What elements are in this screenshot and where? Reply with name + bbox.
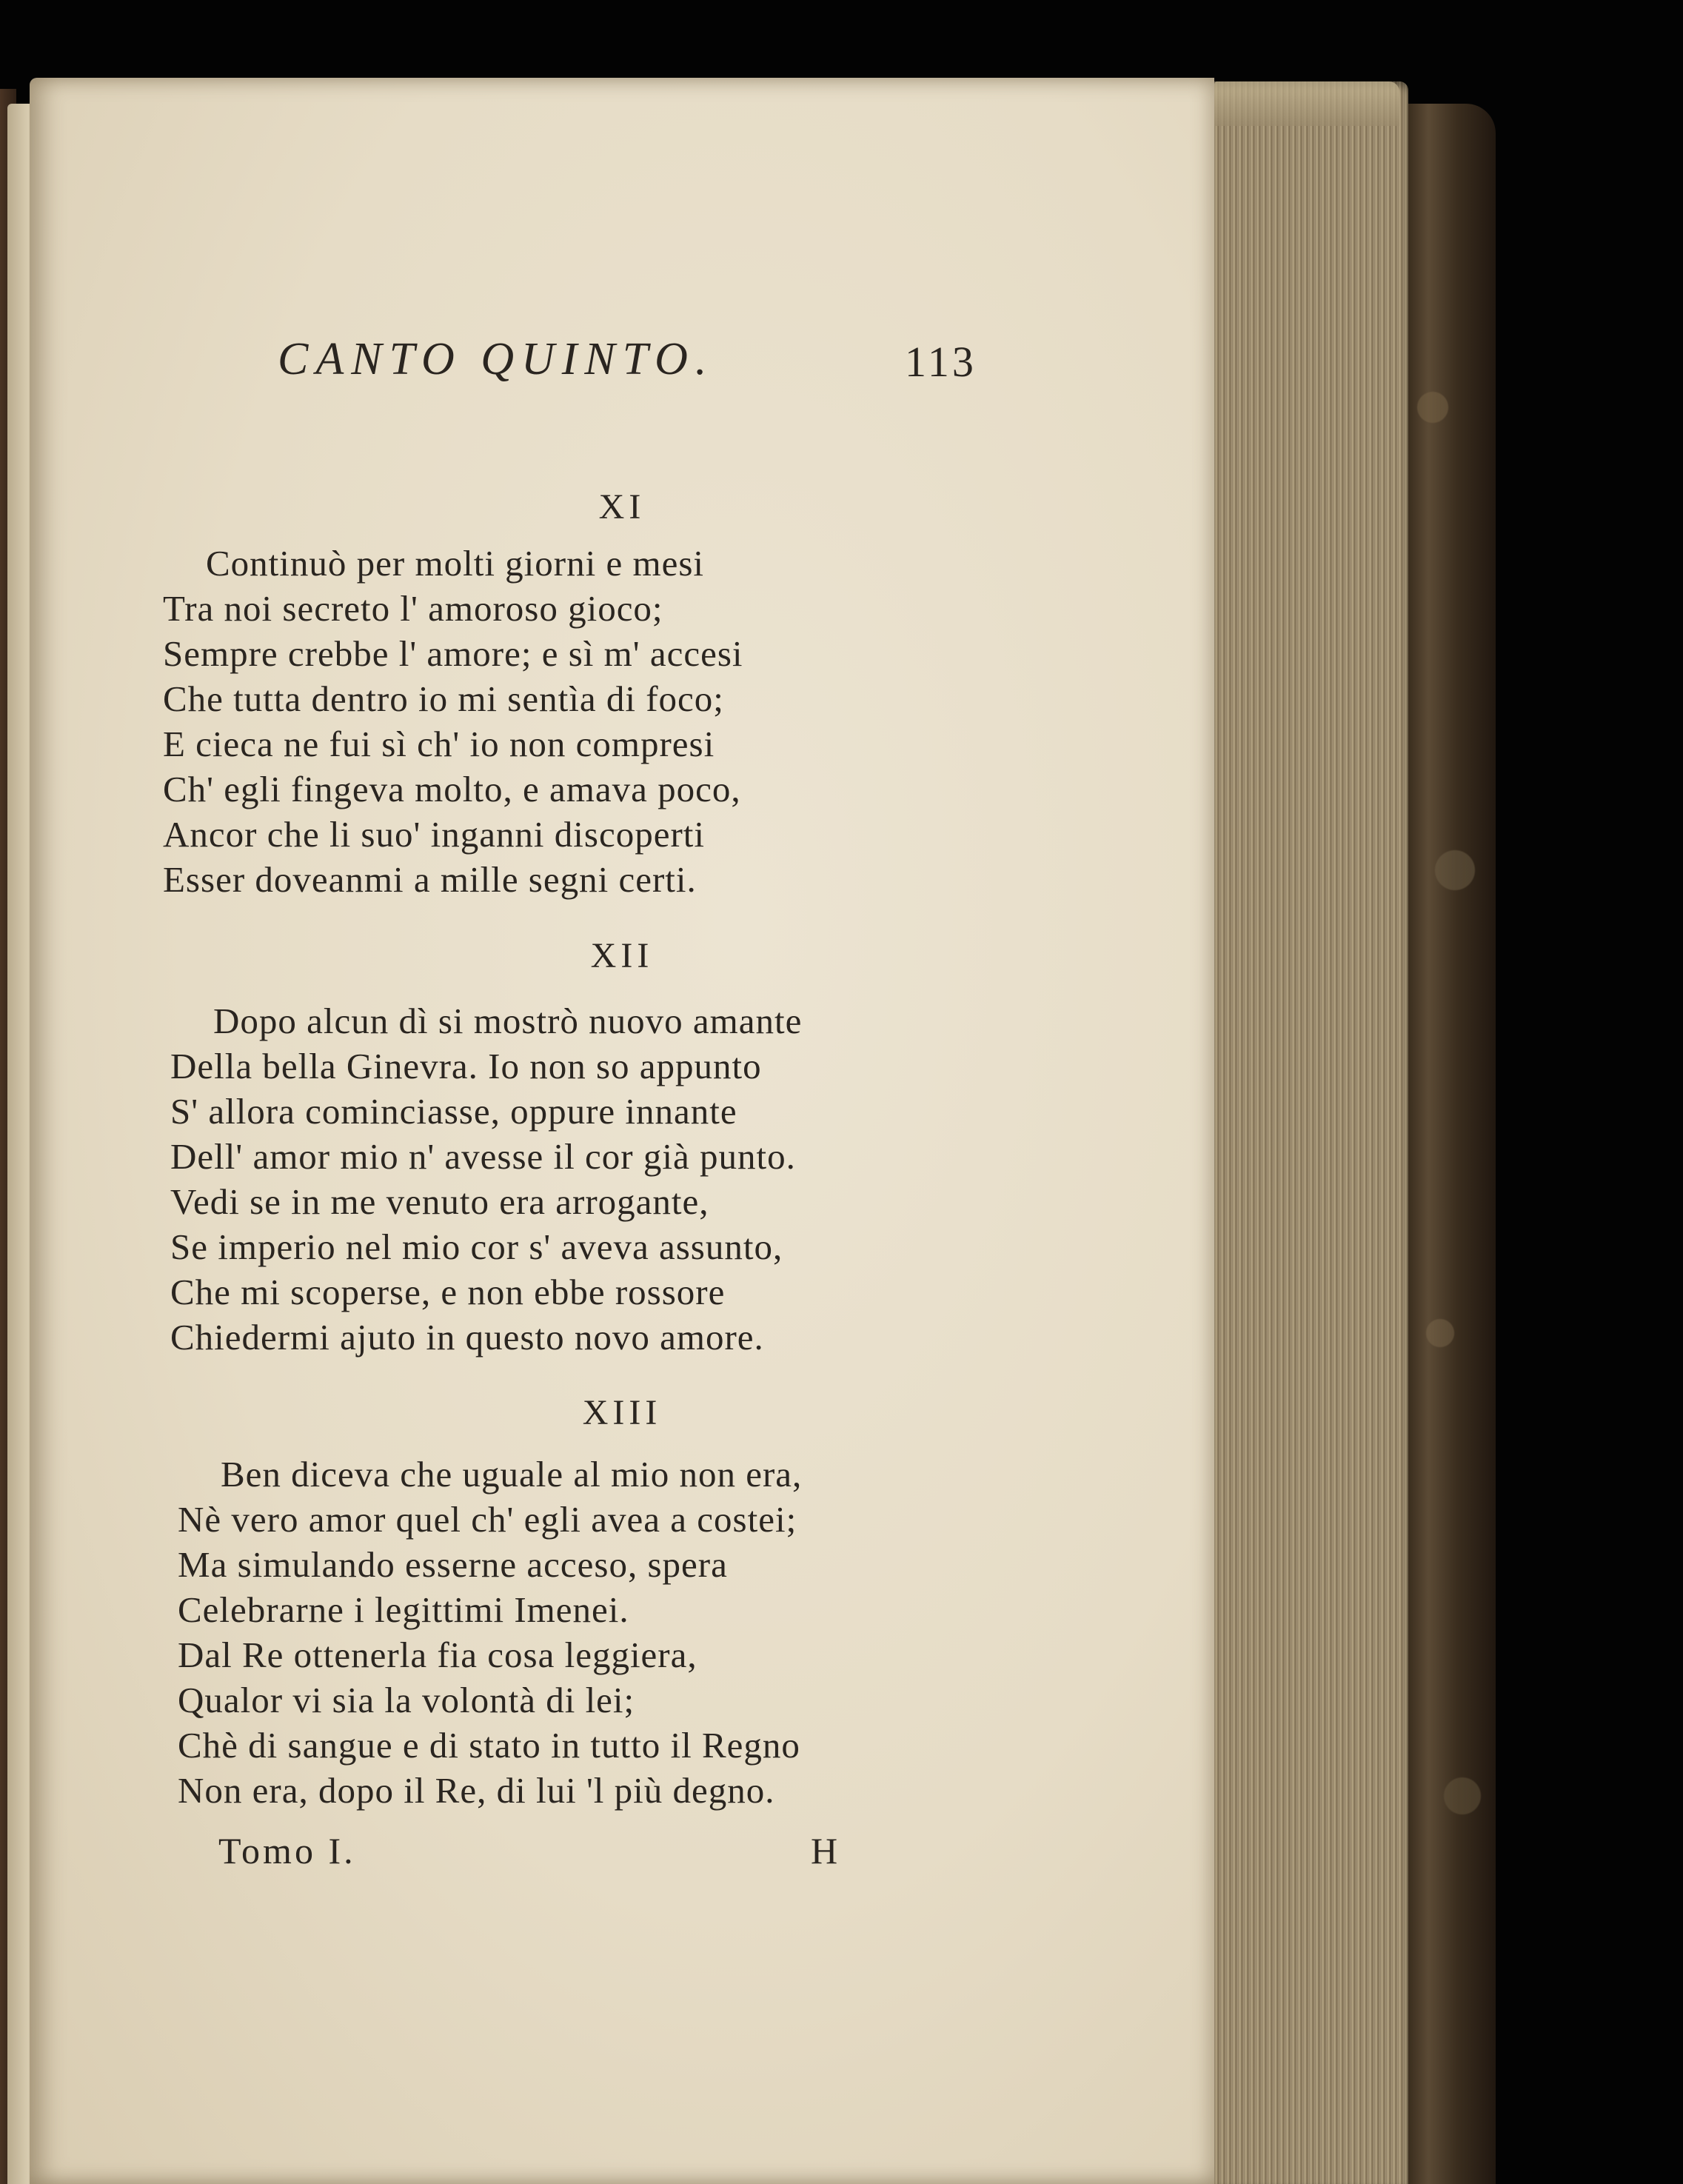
verse-line: Sempre crebbe l' amore; e sì m' accesi [163,633,743,674]
verse-line: S' allora cominciasse, oppure innante [170,1091,737,1132]
stanza [170,998,802,1360]
verse-line: Ma simulando esserne acceso, spera [178,1544,728,1585]
footer-signature: H [811,1830,841,1871]
verse-line: Esser doveanmi a mille segni certi. [163,859,697,900]
stanza [178,1452,802,1813]
verse-line: Che mi scoperse, e non ebbe rossore [170,1272,726,1312]
verse-line: Tra noi secreto l' amoroso gioco; [163,588,663,629]
verse-line: Ben diceva che uguale al mio non era, [221,1454,803,1495]
verse-line: Ch' egli fingeva molto, e amava poco, [163,769,741,809]
verse-line: Dopo alcun dì si mostrò nuovo amante [213,1001,803,1041]
verse-line: Ancor che li suo' inganni discoperti [163,814,706,855]
verse-line: Della bella Ginevra. Io non so appunto [170,1046,762,1086]
stanza-number: XI [598,487,646,527]
stanza [163,541,743,902]
verse-line: Non era, dopo il Re, di lui 'l più degno. [178,1770,775,1811]
verse-line: Continuò per molti giorni e mesi [206,543,705,584]
verse-line: Vedi se in me venuto era arrogante, [170,1181,709,1222]
page-fore-edge [1208,81,1408,2184]
footer-volume: Tomo I. [218,1830,356,1871]
verse-line: Qualor vi sia la volontà di lei; [178,1680,635,1720]
book-page [30,78,1214,2184]
verse-line: E cieca ne fui sì ch' io non compresi [163,724,715,764]
verse-line: Celebrarne i legittimi Imenei. [178,1589,629,1630]
verse-line: Chiedermi ajuto in questo novo amore. [170,1317,764,1358]
cover-wear-texture [1411,222,1485,2074]
page-text-block [30,78,1214,2184]
verse-line: Dell' amor mio n' avesse il cor già punto. [170,1136,796,1177]
stanza-number: XII [590,936,654,975]
stanza-number: XIII [582,1393,662,1432]
page-fore-edge-top [1214,81,1399,126]
running-head: CANTO QUINTO. [278,334,715,384]
page-number: 113 [905,338,977,386]
verse-line: Che tutta dentro io mi sentìa di foco; [163,678,724,719]
verse-line: Chè di sangue e di stato in tutto il Regno [178,1725,800,1766]
verse-line: Nè vero amor quel ch' egli avea a costei; [178,1499,797,1540]
verse-line: Dal Re ottenerla fia cosa leggiera, [178,1634,697,1675]
verse-line: Se imperio nel mio cor s' aveva assunto, [170,1226,783,1267]
